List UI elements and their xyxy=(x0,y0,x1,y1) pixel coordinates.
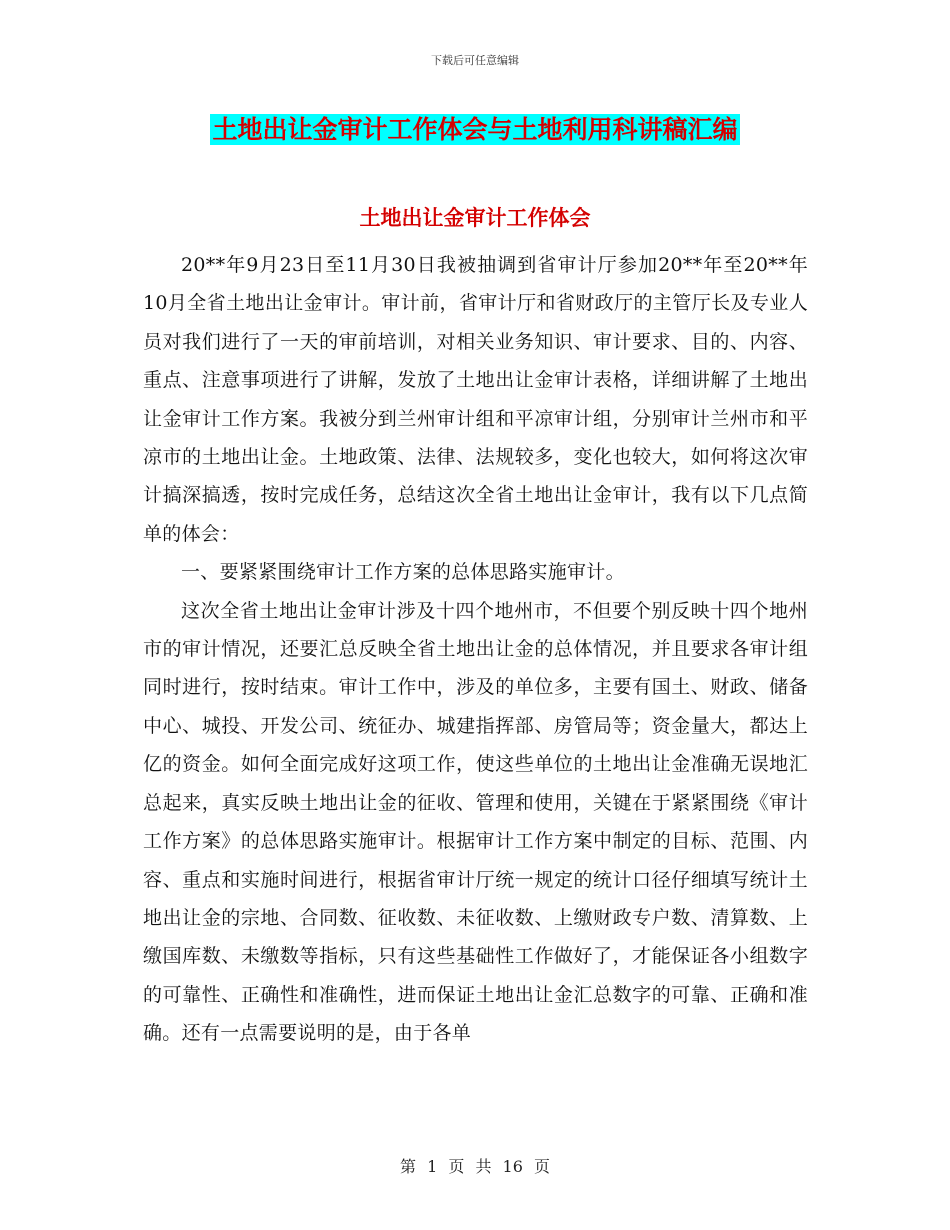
paragraph: 这次全省土地出让金审计涉及十四个地州市，不但要个别反映十四个地州市的审计情况，还要汇总反映全省土地出让金的总体情况，并且要求各审计组同时进行，按时结束。审计工作中，涉及的单位多，主要有国土、财政、储备中心、城投、开发公司、统征办、城建指挥部、房管局等；资金量大，都达上亿的资金。如何全面完成好这项工作，使这些单位的土地出让金准确无误地汇总起来，真实反映土地出让金的征收、管理和使用，关键在于紧紧围绕《审计工作方案》的总体思路实施审计。根据审计工作方案中制定的目标、范围、内容、重点和实施时间进行，根据省审计厅统一规定的统计口径仔细填写统计土地出让金的宗地、合同数、征收数、未征收数、上缴财政专户数、清算数、上缴国库数、未缴数等指标，只有这些基础性工作做好了，才能保证各小组数字的可靠性、正确性和准确性，进而保证土地出让金汇总数字的可靠、正确和准确。还有一点需要说明的是，由于各单 xyxy=(143,599,808,1045)
paragraph: 20**年9月23日至11月30日我被抽调到省审计厅参加20**年至20**年10月全省土地出让金审计。审计前，省审计厅和省财政厅的主管厅长及专业人员对我们进行了一天的审前培训，对相关业务知识、审计要求、目的、内容、重点、注意事项进行了讲解，发放了土地出让金审计表格，详细讲解了土地出让金审计工作方案。我被分到兰州审计组和平凉审计组，分别审计兰州市和平凉市的土地出让金。土地政策、法律、法规较多，变化也较大，如何将这次审计搞深搞透，按时完成任务，总结这次全省土地出让金审计，我有以下几点简单的体会： xyxy=(143,254,808,545)
section-title: 土地出让金审计工作体会 xyxy=(359,206,591,230)
document-title xyxy=(0,112,950,148)
header-note: 下载后可任意编辑 xyxy=(431,54,519,67)
page-footer: 第 1 页 共 16 页 xyxy=(400,1157,550,1176)
document-title-text: 土地出让金审计工作体会与土地利用科讲稿汇编 xyxy=(212,115,738,144)
paragraph: 一、要紧紧围绕审计工作方案的总体思路实施审计。 xyxy=(181,561,625,584)
body-text xyxy=(143,246,808,1053)
